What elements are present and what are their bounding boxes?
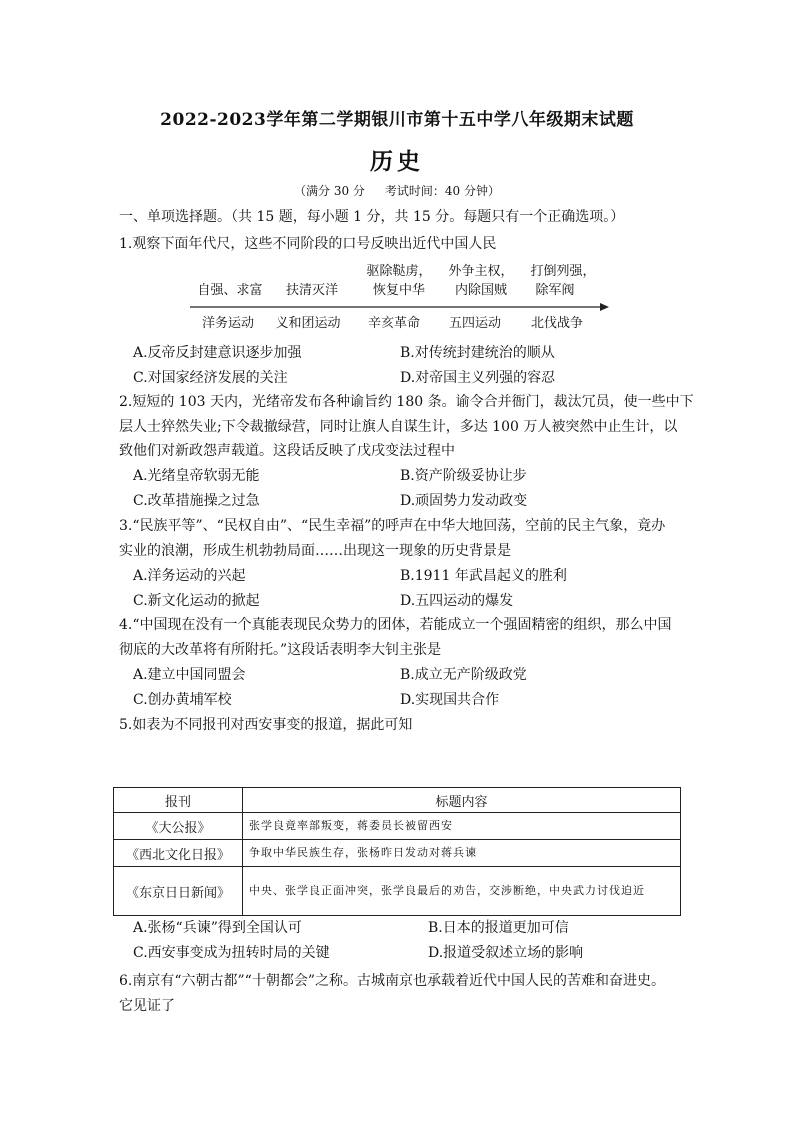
q2-option-b: B.资产阶级妥协让步 [400, 468, 527, 484]
q3-option-c: C.新文化运动的掀起 [133, 593, 260, 609]
q4-option-c: C.创办黄埔军校 [133, 692, 232, 708]
subject-title: 历史 [370, 148, 424, 175]
q1-option-b: B.对传统封建统治的顺从 [400, 345, 555, 361]
q4-option-d: D.实现国共合作 [400, 692, 500, 708]
table-cell-paper: 《西北文化日报》 [114, 840, 243, 867]
timeline-slogan: 内除国贼 [454, 283, 508, 298]
q1-option-c: C.对国家经济发展的关注 [133, 370, 288, 386]
section-heading: 一、单项选择题。（共 15 题，每小题 1 分，共 15 分。每题只有一个正确选项。） [119, 209, 625, 225]
q5-option-c: C.西安事变成为扭转时局的关键 [133, 945, 330, 961]
table-header-row [114, 788, 681, 813]
q6-line: 它见证了 [119, 998, 175, 1014]
score-info: （满分 30 分 [294, 184, 365, 198]
table-row [114, 867, 681, 916]
time-info: 考试时间：40 分钟） [384, 184, 500, 198]
q3-option-b: B.1911 年武昌起义的胜利 [400, 568, 567, 584]
timeline-slogan: 打倒列强， [530, 264, 596, 279]
timeline-slogan: 恢复中华 [372, 283, 426, 298]
q2-option-a: A.光绪皇帝软弱无能 [133, 468, 260, 484]
timeline-slogan: 扶清灭洋 [285, 283, 339, 298]
timeline-slogan: 驱除鞑虏， [366, 264, 432, 279]
exam-title: 2022-2023学年第二学期银川市第十五中学八年级期末试题 [160, 110, 634, 130]
q4-line: 4.“中国现在没有一个真能表现民众势力的团体，若能成立一个强固精密的组织，那么中国 [119, 617, 672, 633]
table-header: 标题内容 [243, 788, 681, 813]
table-cell-paper: 《东京日日新闻》 [114, 867, 243, 916]
q2-line: 致他们对新政怨声载道。这段话反映了戊戌变法过程中 [119, 443, 455, 459]
timeline-slogan: 除军阀 [535, 283, 575, 298]
table-cell-paper: 《大公报》 [114, 813, 243, 840]
table-cell-headline: 争取中华民族生存，张杨昨日发动对蒋兵谏 [243, 840, 681, 867]
timeline-slogan: 外争主权， [448, 264, 514, 279]
table-cell-headline: 张学良竟率部叛变，蒋委员长被留西安 [243, 813, 681, 840]
q1-stem: 1.观察下面年代尺，这些不同阶段的口号反映出近代中国人民 [119, 236, 497, 252]
table-header: 报刊 [114, 788, 243, 813]
exam-info [0, 182, 794, 199]
q3-option-d: D.五四运动的爆发 [400, 593, 514, 609]
q4-option-a: A.建立中国同盟会 [133, 667, 246, 683]
table-row [114, 813, 681, 840]
timeline-event: 义和团运动 [275, 316, 341, 331]
q4-option-b: B.成立无产阶级政党 [400, 667, 527, 683]
q6-line: 6.南京有“六朝古都”“十朝都会”之称。古城南京也承载着近代中国人民的苦难和奋进史。 [119, 973, 665, 989]
q3-option-a: A.洋务运动的兴起 [133, 568, 246, 584]
q2-option-c: C.改革措施操之过急 [133, 493, 260, 509]
table-row [114, 840, 681, 867]
q3-line: 实业的浪潮，形成生机勃勃局面……出现这一现象的历史背景是 [119, 543, 511, 559]
newspaper-table [113, 787, 681, 916]
q5-option-b: B.日本的报道更加可信 [428, 920, 569, 936]
q4-line: 彻底的大改革将有所附托。”这段话表明李大钊主张是 [119, 642, 442, 658]
timeline-event: 辛亥革命 [367, 316, 421, 331]
q5-stem: 5.如表为不同报刊对西安事变的报道，据此可知 [119, 717, 413, 733]
q1-option-a: A.反帝反封建意识逐步加强 [133, 345, 302, 361]
q5-option-a: A.张杨“兵谏”得到全国认可 [133, 920, 302, 936]
timeline-event: 北伐战争 [530, 316, 584, 331]
q2-line: 2.短短的 103 天内，光绪帝发布各种谕旨约 180 条。谕令合并衙门，裁汰冗员，使一些中下 [119, 394, 694, 410]
timeline-slogan: 自强、求富 [197, 283, 263, 298]
timeline-event: 五四运动 [448, 316, 502, 331]
q2-option-d: D.顽固势力发动政变 [400, 493, 528, 509]
timeline-event: 洋务运动 [201, 316, 255, 331]
q1-option-d: D.对帝国主义列强的容忍 [400, 370, 556, 386]
q3-line: 3.“民族平等”、“民权自由”、“民生幸福”的呼声在中华大地回荡，空前的民主气象，竟办 [119, 518, 666, 534]
table-cell-headline: 中央、张学良正面冲突，张学良最后的劝告，交涉断绝，中央武力讨伐迫近 [243, 867, 681, 916]
q2-line: 层人士猝然失业;下令裁撤绿营，同时让旗人自谋生计，多达 100 万人被突然中止生计，以 [119, 419, 678, 435]
q5-option-d: D.报道受叙述立场的影响 [428, 945, 584, 961]
